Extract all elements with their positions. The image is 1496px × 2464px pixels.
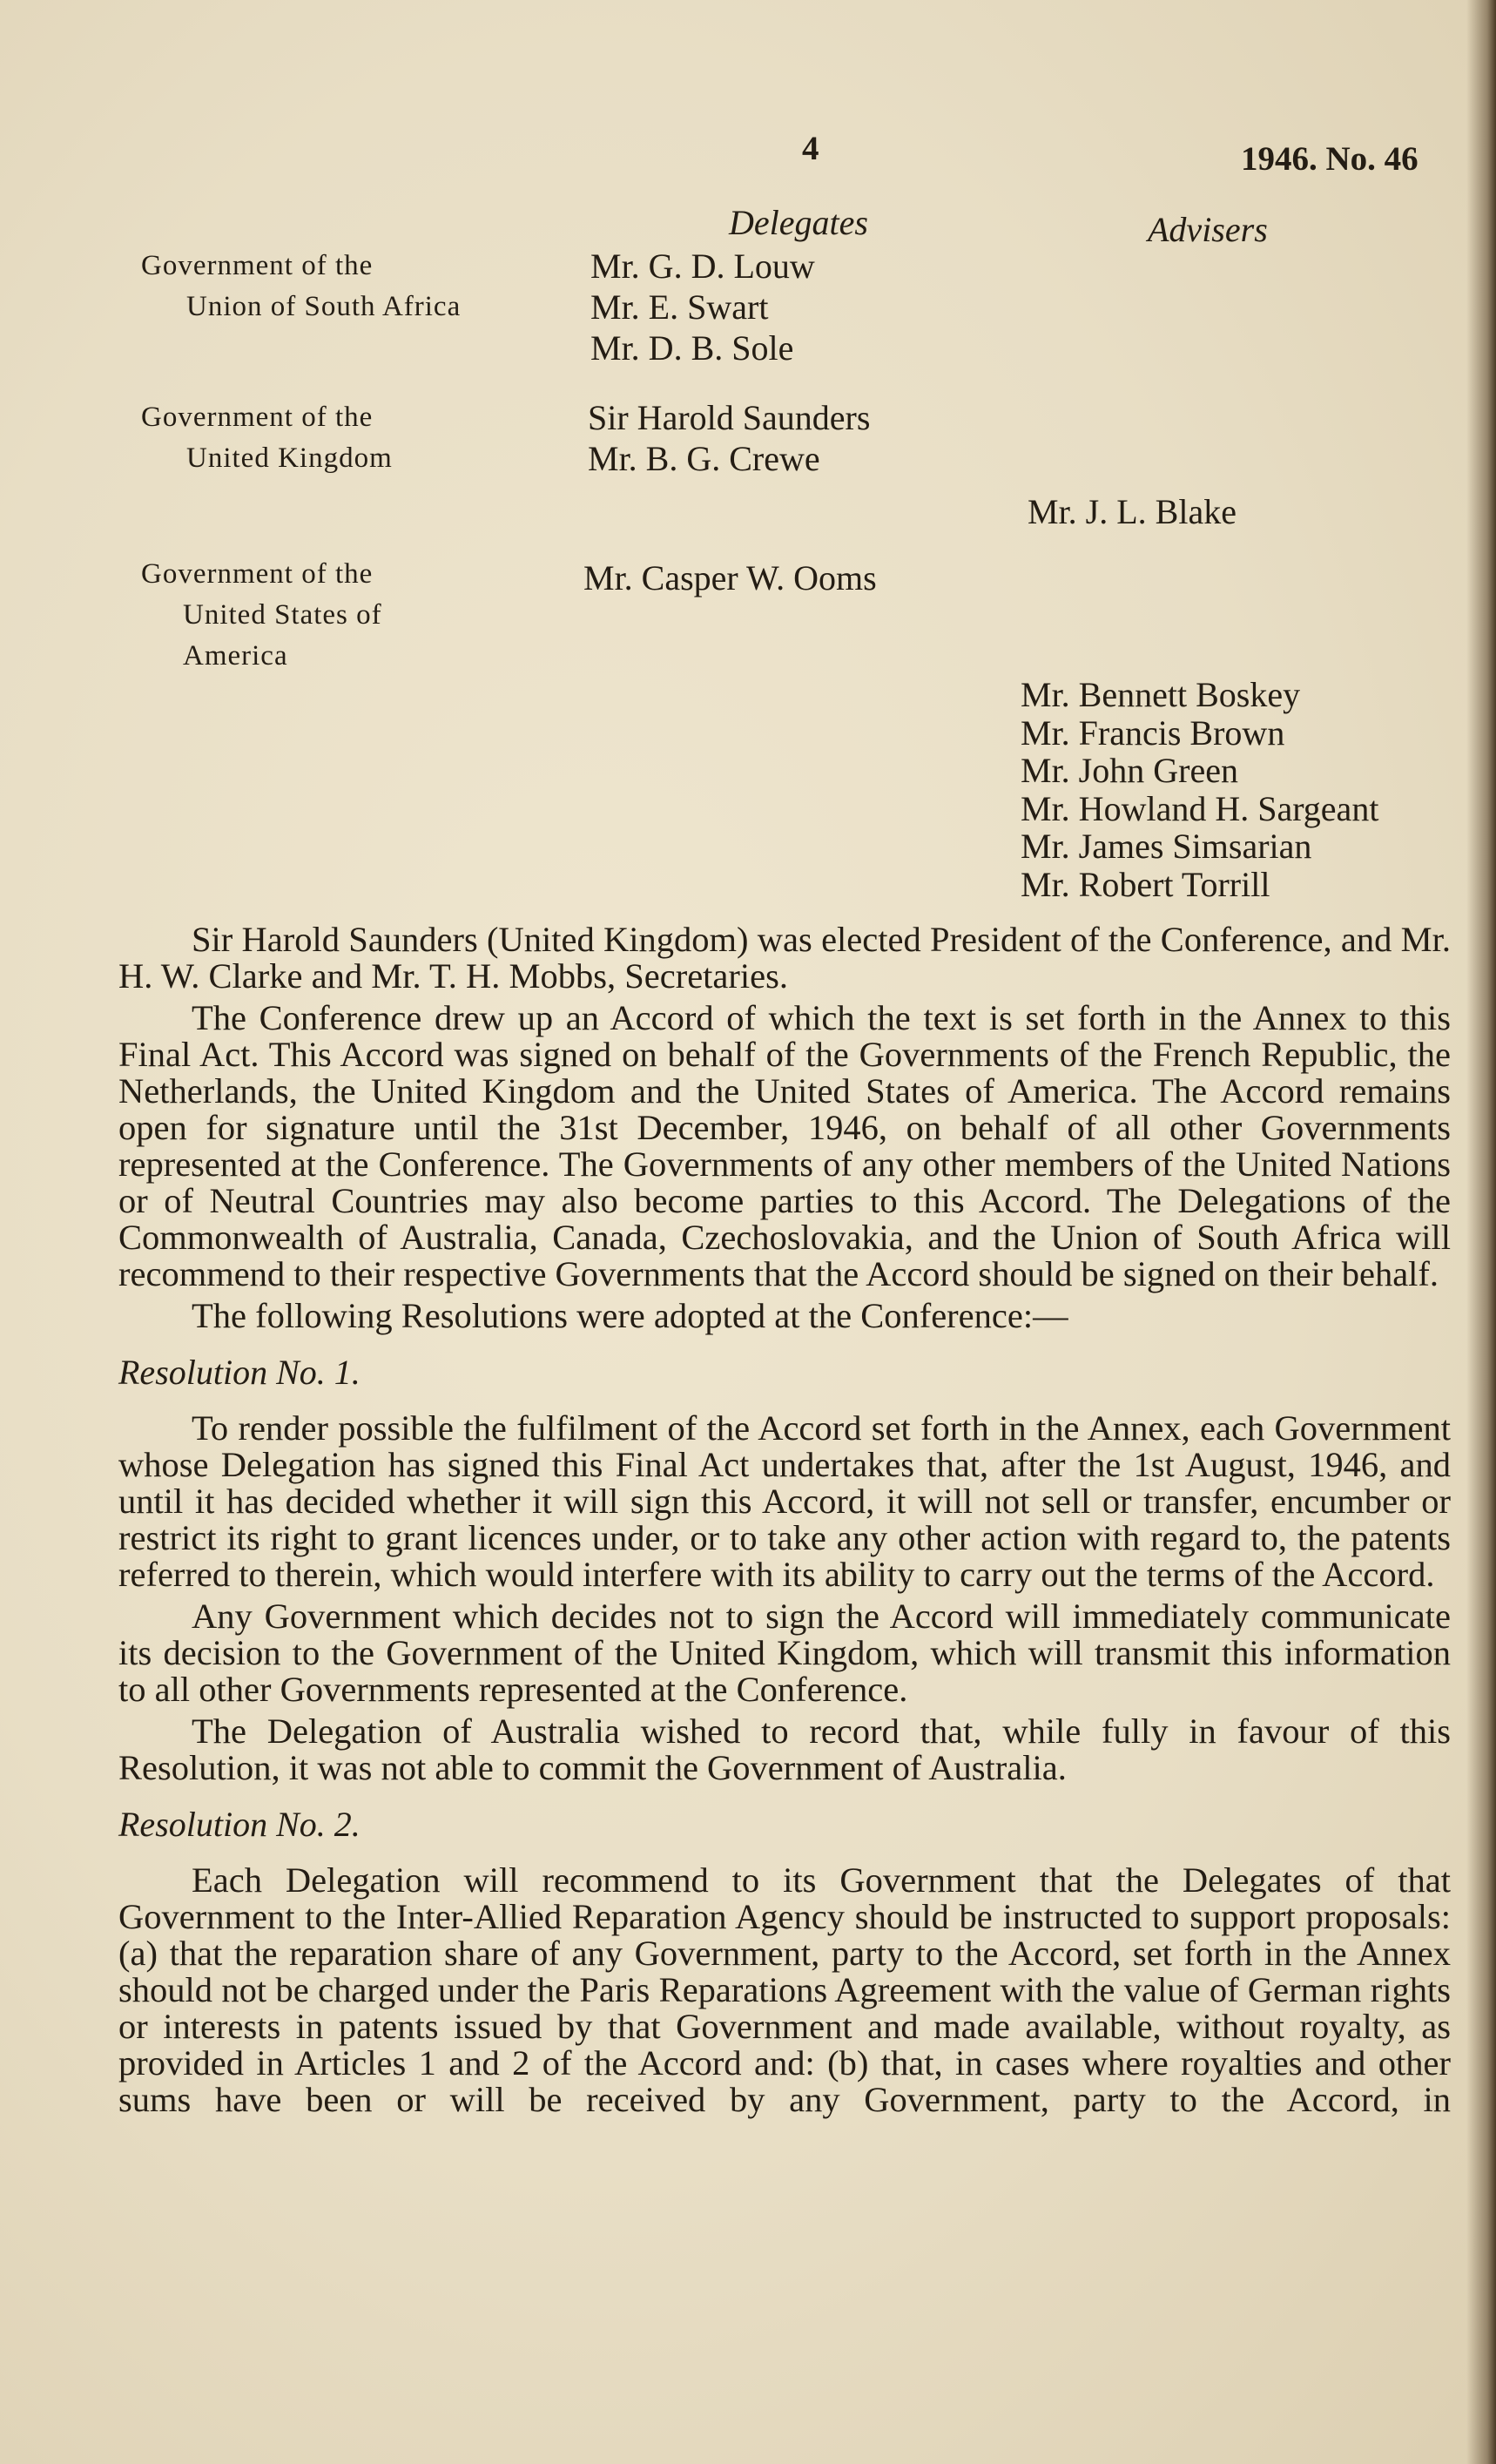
- paragraph-accord: The Conference drew up an Accord of which the text is set forth in the Annex to this Final Act. This Accord was signed on behalf of the Governments of the French Republic, the Netherlands, the United Kingdom and the United States of America. The Accord remains open for signature until the 31st December, 1946, on behalf of all other Governments represented at the Conference. The Governments of any other members of the United Nations or of Neutral Countries may also become parties to this Accord. The Delegations of the Commonwealth of Australia, Canada, Czechoslovakia, and the Union of South Africa will recommend to their respective Governments that the Accord should be signed on their behalf.: [118, 998, 1451, 1293]
- adviser-name: Mr. Bennett Boskey: [1021, 675, 1301, 714]
- government-name-line: America: [183, 640, 288, 672]
- adviser-name: Mr. Howland H. Sargeant: [1021, 788, 1379, 828]
- delegate-name: Sir Harold Saunders: [588, 398, 871, 437]
- resolution-1-paragraph-2: Any Government which decides not to sign the Accord will immediately communicate its decision to the Government of the United Kingdom, which will transmit this information to all other Governments represented at the Conference.: [118, 1597, 1451, 1709]
- government-name-line: United Kingdom: [186, 442, 393, 474]
- resolution-1-paragraph-1: To render possible the fulfilment of the Accord set forth in the Annex, each Government whose Delegation has signed this Final Act undertakes that, after the 1st August, 1946, and until it has decided whether it will sign this Accord, it will not sell or transfer, encumber or restrict its right to grant licences under, or to take any other action with regard to, the patents referred to therein, which would interfere with its ability to carry out the terms of the Accord.: [118, 1408, 1451, 1594]
- resolution-2-paragraph-1: Each Delegation will recommend to its Government that the Delegates of that Government to the Inter-Allied Reparation Agency should be instructed to support proposals: (a) that the reparation share of any Government, party to the Accord, set forth in the Annex should not be charged under the Paris Reparations Agreement with the value of German rights or interests in patents issued by that Government and made available, without royalty, as provided in Articles 1 and 2 of the Accord and: (b) that, in cases where royalties and other sums have been or will be received by any Government, party to the Accord, in: [118, 1860, 1451, 2119]
- delegate-name: Mr. D. B. Sole: [590, 328, 794, 368]
- year-number-header: 1946. No. 46: [1241, 140, 1419, 178]
- delegates-list-south-africa: [590, 246, 815, 368]
- delegate-name: Mr. G. D. Louw: [590, 246, 815, 286]
- delegates-list-united-kingdom: [588, 397, 870, 479]
- government-name-united-kingdom: [141, 397, 393, 479]
- delegates-column-heading: Delegates: [729, 203, 868, 242]
- adviser-name: Mr. James Simsarian: [1021, 827, 1312, 866]
- adviser-name: Mr. Robert Torrill: [1021, 864, 1270, 904]
- government-name-line: United States of: [183, 599, 382, 631]
- resolution-2-heading: Resolution No. 2.: [118, 1805, 361, 1844]
- paragraph-president: Sir Harold Saunders (United Kingdom) was elected President of the Conference, and Mr. H. W. Clarke and Mr. T. H. Mobbs, Secretaries.: [118, 920, 1451, 996]
- advisers-list-united-kingdom: [1028, 491, 1237, 532]
- government-name-line: Government of the: [141, 558, 374, 590]
- page-edge-shadow: [1466, 0, 1496, 2464]
- adviser-name: Mr. John Green: [1021, 751, 1238, 790]
- resolution-1-paragraph-3: The Delegation of Australia wished to record that, while fully in favour of this Resolution, it was not able to commit the Government of Australia.: [118, 1711, 1451, 1787]
- paragraph-resolutions-intro: The following Resolutions were adopted at the Conference:—: [192, 1296, 1068, 1335]
- resolution-1-heading: Resolution No. 1.: [118, 1353, 361, 1392]
- delegates-list-united-states: [583, 557, 877, 598]
- delegate-name: Mr. E. Swart: [590, 287, 769, 327]
- body-text: [118, 921, 1451, 2118]
- delegate-name: Mr. B. G. Crewe: [588, 439, 820, 478]
- advisers-list-united-states: [1021, 676, 1378, 903]
- government-name-line: Government of the: [141, 402, 374, 433]
- government-name-line: Union of South Africa: [186, 291, 462, 322]
- page-number: 4: [802, 130, 819, 167]
- adviser-name: Mr. Francis Brown: [1021, 712, 1285, 753]
- government-name-line: Government of the: [141, 250, 374, 281]
- government-name-united-states: [141, 554, 382, 677]
- delegate-name: Mr. Casper W. Ooms: [583, 558, 877, 597]
- government-name-south-africa: [141, 246, 461, 327]
- adviser-name: Mr. J. L. Blake: [1028, 492, 1237, 531]
- advisers-column-heading: Advisers: [1148, 210, 1268, 249]
